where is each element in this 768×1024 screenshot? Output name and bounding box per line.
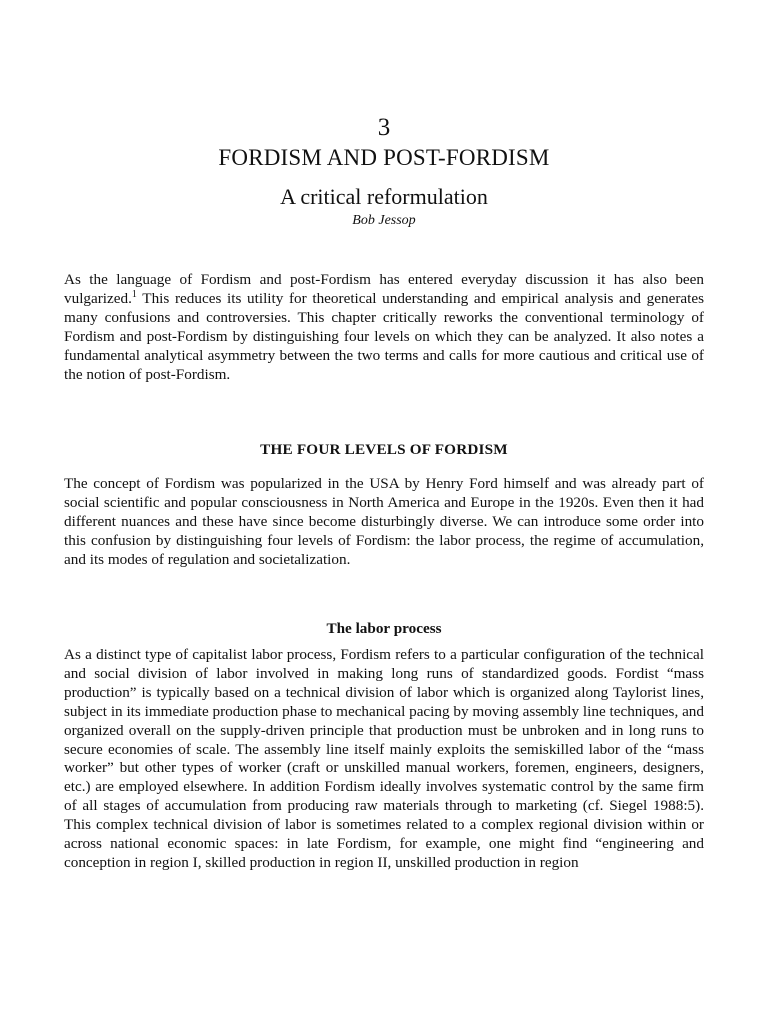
- chapter-number: 3: [377, 114, 391, 141]
- labor-process-paragraph: As a distinct type of capitalist labor process, Fordism refers to a particular configuration of the technical and social division of labor involved in making long runs of standardized goods. Fordist “mass production” is typically based on a technical division of labor which is organized along Taylorist lines, subject in its immediate production phase to mechanical pacing by moving assembly line techniques, and organized overall on the supply-driven principle that production must be unbroken and in long runs to secure economies of scale. The assembly line itself mainly exploits the semiskilled labor of the “mass worker” but other types of worker (craft or unskilled manual workers, foremen, engineers, designers, etc.) are employed elsewhere. In addition Fordism ideally involves systematic control by the same firm of all stages of accumulation from producing raw materials through to marketing (cf. Siegel 1988:5). This complex technical division of labor is sometimes related to a complex regional division within or across national economic spaces: in late Fordism, for example, one might find “engineering and conception in region I, skilled production in region II, unskilled production in region: [64, 646, 704, 871]
- section-heading-four-levels: THE FOUR LEVELS OF FORDISM: [260, 441, 508, 458]
- subsection-heading-labor-process: The labor process: [326, 620, 442, 637]
- four-levels-paragraph: The concept of Fordism was popularized in the USA by Henry Ford himself and was already part of social scientific and popular consciousness in North America and Europe in the 1920s. Even then it had different nuances and these have since become disturbingly diverse. We can introduce some order into this confusion by distinguishing four levels of Fordism: the labor process, the regime of accumulation, and its modes of regulation and societalization.: [64, 475, 704, 568]
- author-name: Bob Jessop: [352, 213, 416, 228]
- intro-paragraph: [64, 271, 704, 384]
- chapter-title: FORDISM AND POST-FORDISM: [218, 145, 550, 170]
- intro-text-start: As the language of Fordism and post-Fordism has entered everyday discussion it has also been vulgarized.: [64, 271, 704, 307]
- intro-text-end: This reduces its utility for theoretical understanding and empirical analysis and generates many confusions and controversies. This chapter critically reworks the conventional terminology of Fordism and post-Fordism by distinguishing four levels on which they can be analyzed. It also notes a fundamental analytical asymmetry between the two terms and calls for more cautious and critical use of the notion of post-Fordism.: [64, 289, 704, 383]
- footnote-marker[interactable]: 1: [131, 288, 137, 300]
- chapter-subtitle: A critical reformulation: [280, 184, 488, 209]
